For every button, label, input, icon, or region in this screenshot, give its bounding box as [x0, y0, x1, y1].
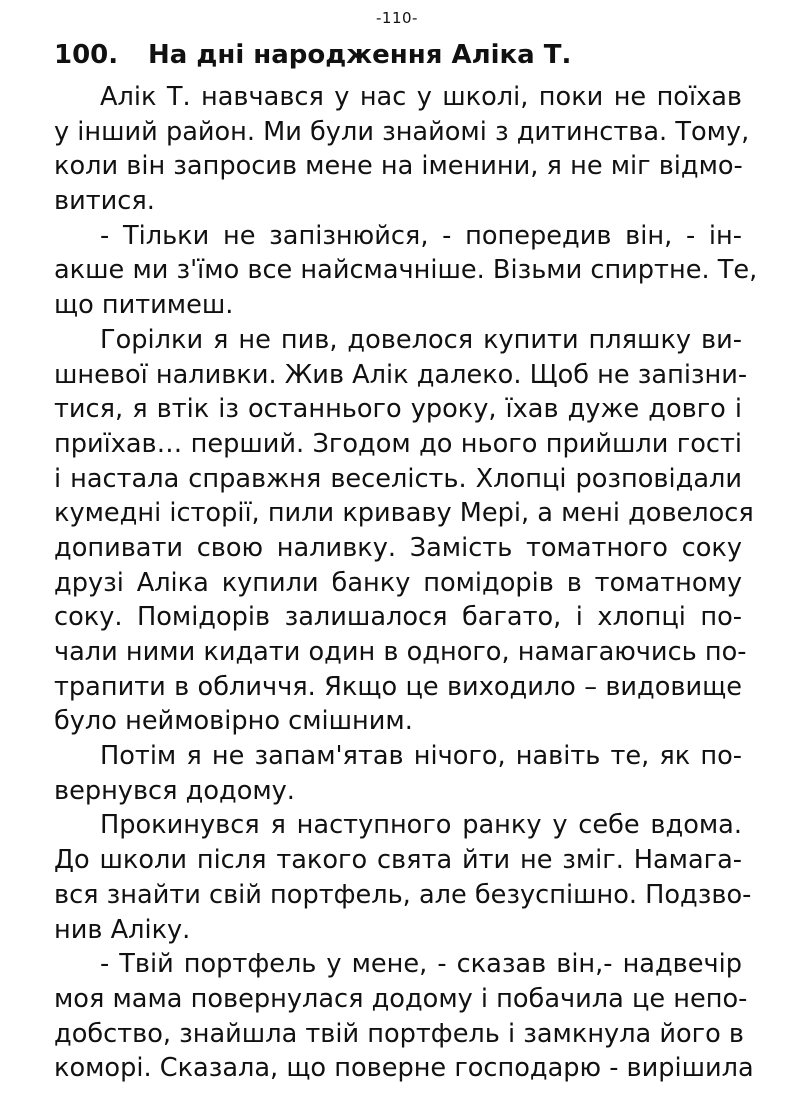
text-line: вся знайти свій портфель, але безуспішно. Подзво- [54, 879, 752, 910]
paragraph-1 [54, 80, 750, 219]
text-line: шневої наливки. Жив Алік далеко. Щоб не запізни- [54, 359, 748, 390]
text-line: - Твій портфель у мене, - сказав він,- надвечір [100, 949, 742, 980]
text-line: тися, я втік із останнього уроку, їхав дуже довго і [54, 394, 742, 425]
text-line: було неймовірно смішним. [54, 706, 413, 737]
text-line: коморі. Сказала, що поверне господарю - вирішила [54, 1053, 754, 1084]
text-line: - Тільки не запізнюйся, - попередив він, - ін- [100, 220, 742, 251]
text-line: друзі Аліка купили банку помідорів в томатному [54, 567, 742, 598]
text-line: Прокинувся я наступного ранку у себе вдома. [100, 810, 742, 841]
text-line: Потім я не запам'ятав нічого, навіть те, як по- [100, 741, 742, 772]
text-line: Алік Т. навчався у нас у школі, поки не поїхав [100, 82, 742, 112]
paragraph-3 [54, 323, 754, 739]
text-line: добство, знайшла твій портфель і замкнула його в [54, 1018, 744, 1049]
text-line: допивати свою наливку. Замість томатного соку [54, 532, 742, 563]
text-line: Горілки я не пив, довелося купити пляшку ви- [100, 324, 742, 355]
text-line: соку. Помідорів залишалося багато, і хлопці по- [54, 602, 742, 633]
text-line: кумедні історії, пили криваву Мері, а мені довелося [54, 498, 754, 529]
page-number: -110- [376, 9, 418, 27]
text-line: у інший район. Ми були знайомі з дитинства. Тому, [54, 116, 750, 147]
text-line: що питимеш. [54, 290, 234, 321]
text-line: До школи після такого свята йти не зміг. Намага- [54, 845, 742, 876]
paragraph-6 [54, 947, 754, 1086]
text-line: акше ми з'їмо все найсмачніше. Візьми спиртне. Те, [54, 255, 758, 286]
paragraph-4 [54, 739, 742, 808]
text-line: нив Аліку. [54, 914, 191, 945]
text-line: і настала справжня веселість. Хлопці розповідали [54, 463, 742, 494]
text-line: моя мама повернулася додому і побачила це непо- [54, 983, 748, 1014]
story-title: На дні народження Аліка Т. [148, 40, 572, 70]
text-line: приїхав… перший. Згодом до нього прийшли гості [54, 428, 742, 459]
story-heading [54, 38, 744, 72]
paragraph-5 [54, 808, 752, 947]
text-line: чали ними кидати один в одного, намагаючись по- [54, 637, 747, 667]
text-line: витися. [54, 186, 155, 217]
text-line: коли він запросив мене на іменини, я не міг відмо- [54, 151, 743, 182]
paragraph-2 [54, 219, 758, 323]
story-number: 100. [54, 40, 119, 70]
text-line: вернувся додому. [54, 775, 295, 806]
story-body [54, 80, 758, 1086]
text-line: трапити в обличчя. Якщо це виходило – видовище [54, 671, 742, 702]
